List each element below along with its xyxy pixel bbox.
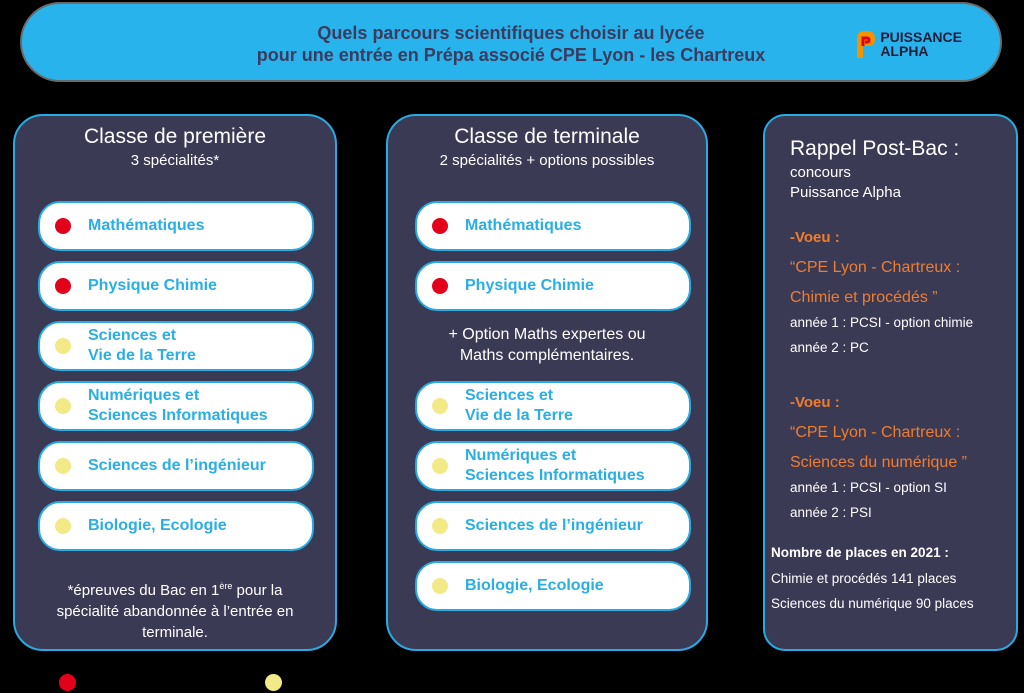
title-line-1: Quels parcours scientifiques choisir au lycée <box>317 23 705 43</box>
premiere-footnote: *épreuves du Bac en 1ère pour la spécialité abandonnée à l’entrée en terminale. <box>56 581 294 641</box>
specialty-biologie <box>415 561 691 611</box>
specialty-label: Mathématiques <box>465 217 582 234</box>
specialty-label: Biologie, Ecologie <box>465 577 604 594</box>
postbac-panel <box>763 114 1018 651</box>
terminale-subtitle: 2 spécialités + options possibles <box>439 152 655 169</box>
option-maths-note: + Option Maths expertes ou Maths complémentaires. <box>448 326 646 364</box>
specialty-label: Sciences et Vie de la Terre <box>465 387 573 424</box>
postbac-subtitle-1: concours <box>790 164 851 181</box>
specialty-si <box>38 441 314 491</box>
premiere-panel <box>13 114 337 651</box>
voeu-1-line-2: Chimie et procédés ” <box>790 289 938 306</box>
specialty-physique-chimie <box>415 261 691 311</box>
title-line-2: pour une entrée en Prépa associé CPE Lyon - les Chartreux <box>256 45 766 65</box>
specialty-mathematiques <box>38 201 314 251</box>
yellow-dot-icon <box>432 458 448 474</box>
logo-text-line-2: ALPHA <box>880 43 929 59</box>
puissance-alpha-logo <box>854 28 962 60</box>
places-title: Nombre de places en 2021 : <box>771 545 949 560</box>
voeu-2-year-2: année 2 : PSI <box>790 505 872 520</box>
yellow-dot-icon <box>55 518 71 534</box>
page-title <box>22 22 1000 66</box>
postbac-subtitle-2: Puissance Alpha <box>790 184 901 201</box>
postbac-title: Rappel Post-Bac : <box>790 137 960 160</box>
yellow-dot-icon <box>432 398 448 414</box>
specialty-label: Mathématiques <box>88 217 205 234</box>
specialty-label: Biologie, Ecologie <box>88 517 227 534</box>
specialty-nsi <box>415 441 691 491</box>
specialty-label: Numériques et Sciences Informatiques <box>88 387 268 424</box>
voeu-1-year-1: année 1 : PCSI - option chimie <box>790 315 974 330</box>
specialty-biologie <box>38 501 314 551</box>
header-banner <box>20 2 1002 82</box>
specialty-label: Sciences de l’ingénieur <box>88 457 266 474</box>
voeu-1-year-2: année 2 : PC <box>790 340 869 355</box>
yellow-dot-icon <box>432 578 448 594</box>
puissance-alpha-logo-icon <box>854 28 878 60</box>
specialty-nsi <box>38 381 314 431</box>
voeu-2-year-1: année 1 : PCSI - option SI <box>790 480 947 495</box>
terminale-title: Classe de terminale <box>454 125 640 148</box>
specialty-label: Physique Chimie <box>465 277 594 294</box>
places-numerique: Sciences du numérique 90 places <box>771 596 974 611</box>
voeu-1-line-1: “CPE Lyon - Chartreux : <box>790 259 961 276</box>
premiere-title: Classe de première <box>83 125 267 148</box>
specialty-si <box>415 501 691 551</box>
legend-red-dot-icon <box>59 674 76 691</box>
red-dot-icon <box>55 278 71 294</box>
specialty-svt <box>415 381 691 431</box>
specialty-mathematiques <box>415 201 691 251</box>
voeu-1-label: -Voeu : <box>790 229 840 246</box>
logo-text-line-1: PUISSANCE <box>880 29 962 45</box>
terminale-panel <box>386 114 708 651</box>
specialty-label: Numériques et Sciences Informatiques <box>465 447 645 484</box>
voeu-2-line-2: Sciences du numérique ” <box>790 454 967 471</box>
yellow-dot-icon <box>55 458 71 474</box>
specialty-physique-chimie <box>38 261 314 311</box>
specialty-label: Sciences de l’ingénieur <box>465 517 643 534</box>
red-dot-icon <box>432 278 448 294</box>
yellow-dot-icon <box>432 518 448 534</box>
specialty-svt <box>38 321 314 371</box>
specialty-label: Physique Chimie <box>88 277 217 294</box>
yellow-dot-icon <box>55 398 71 414</box>
specialty-label: Sciences et Vie de la Terre <box>88 327 196 364</box>
red-dot-icon <box>55 218 71 234</box>
legend-yellow-dot-icon <box>265 674 282 691</box>
voeu-2-line-1: “CPE Lyon - Chartreux : <box>790 424 961 441</box>
yellow-dot-icon <box>55 338 71 354</box>
red-dot-icon <box>432 218 448 234</box>
premiere-subtitle: 3 spécialités* <box>130 152 220 169</box>
voeu-2-label: -Voeu : <box>790 394 840 411</box>
places-chimie: Chimie et procédés 141 places <box>771 571 957 586</box>
